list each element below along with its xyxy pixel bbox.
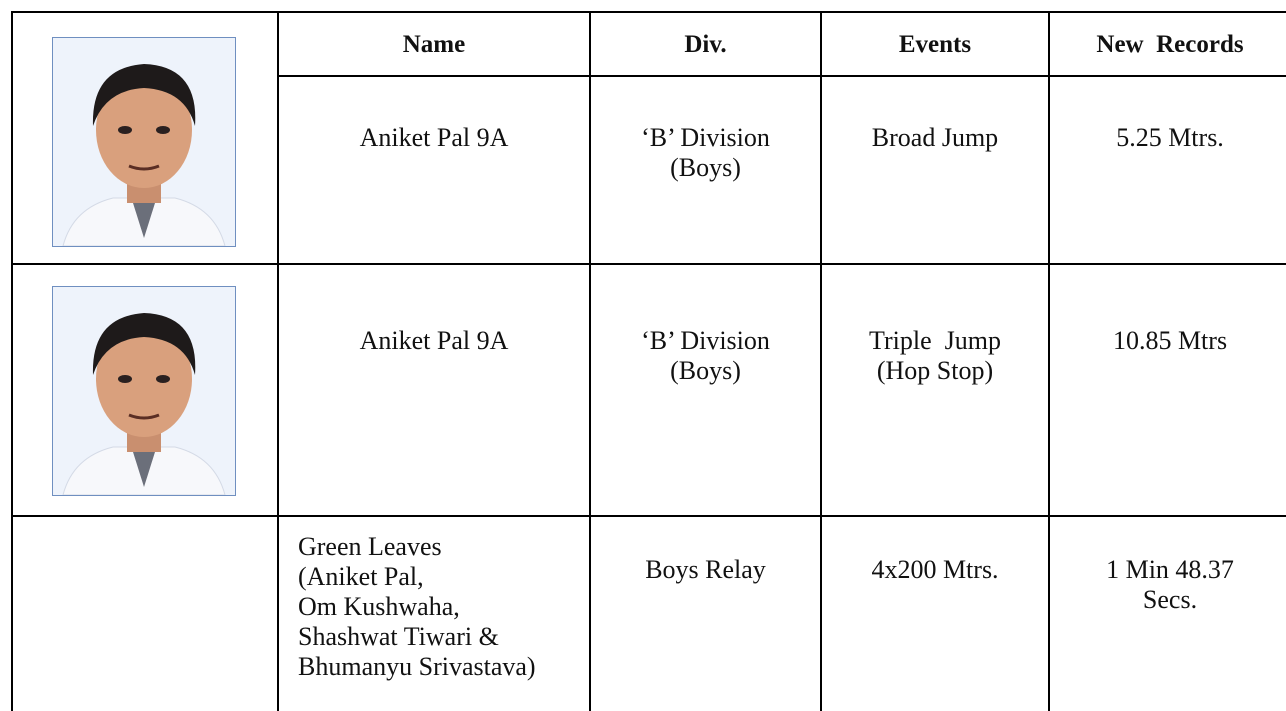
- portrait-image: [53, 38, 235, 246]
- column-divider: [277, 11, 279, 711]
- header-name: Name: [402, 31, 466, 58]
- student-photo: [52, 37, 236, 247]
- row-1-record: 5.25 Mtrs.: [1116, 123, 1224, 152]
- team-member: (Aniket Pal,: [298, 562, 424, 591]
- records-table: [11, 11, 1286, 711]
- row-2-div-line2: (Boys): [670, 356, 741, 385]
- row-3-event: 4x200 Mtrs.: [871, 555, 999, 584]
- team-name: Green Leaves: [298, 532, 442, 561]
- row-2-event-line2: (Hop Stop): [876, 356, 994, 385]
- row-3-record: [1050, 555, 1286, 615]
- team-member: Bhumanyu Srivastava): [298, 652, 536, 681]
- row-3-div: Boys Relay: [645, 555, 766, 584]
- row-1-div-line1: ‘B’ Division: [641, 123, 770, 152]
- table-border-top: [11, 11, 1286, 13]
- row-2-record: 10.85 Mtrs: [1112, 326, 1228, 355]
- row-2-div: [591, 326, 820, 386]
- student-photo: [52, 286, 236, 496]
- header-new-records: New Records: [1096, 31, 1244, 58]
- portrait-image: [53, 287, 235, 495]
- row-2-div-line1: ‘B’ Division: [641, 326, 770, 355]
- row-3-record-line2: Secs.: [1142, 585, 1198, 614]
- row-divider: [11, 263, 1286, 265]
- row-3-name: [298, 532, 588, 682]
- row-2-event-line1: Triple Jump: [869, 326, 1001, 355]
- row-divider: [11, 515, 1286, 517]
- row-2-name: Aniket Pal 9A: [359, 326, 509, 355]
- header-divider: [278, 75, 1286, 77]
- row-1-div: [591, 123, 820, 183]
- team-member: Shashwat Tiwari &: [298, 622, 499, 651]
- header-events: Events: [898, 31, 972, 58]
- row-1-div-line2: (Boys): [670, 153, 741, 182]
- header-div: Div.: [684, 31, 727, 58]
- row-2-event: [822, 326, 1048, 386]
- table-border-left: [11, 11, 13, 711]
- row-1-name: Aniket Pal 9A: [359, 123, 509, 152]
- row-1-event: Broad Jump: [871, 123, 999, 152]
- team-member: Om Kushwaha,: [298, 592, 460, 621]
- row-3-record-line1: 1 Min 48.37: [1106, 555, 1234, 584]
